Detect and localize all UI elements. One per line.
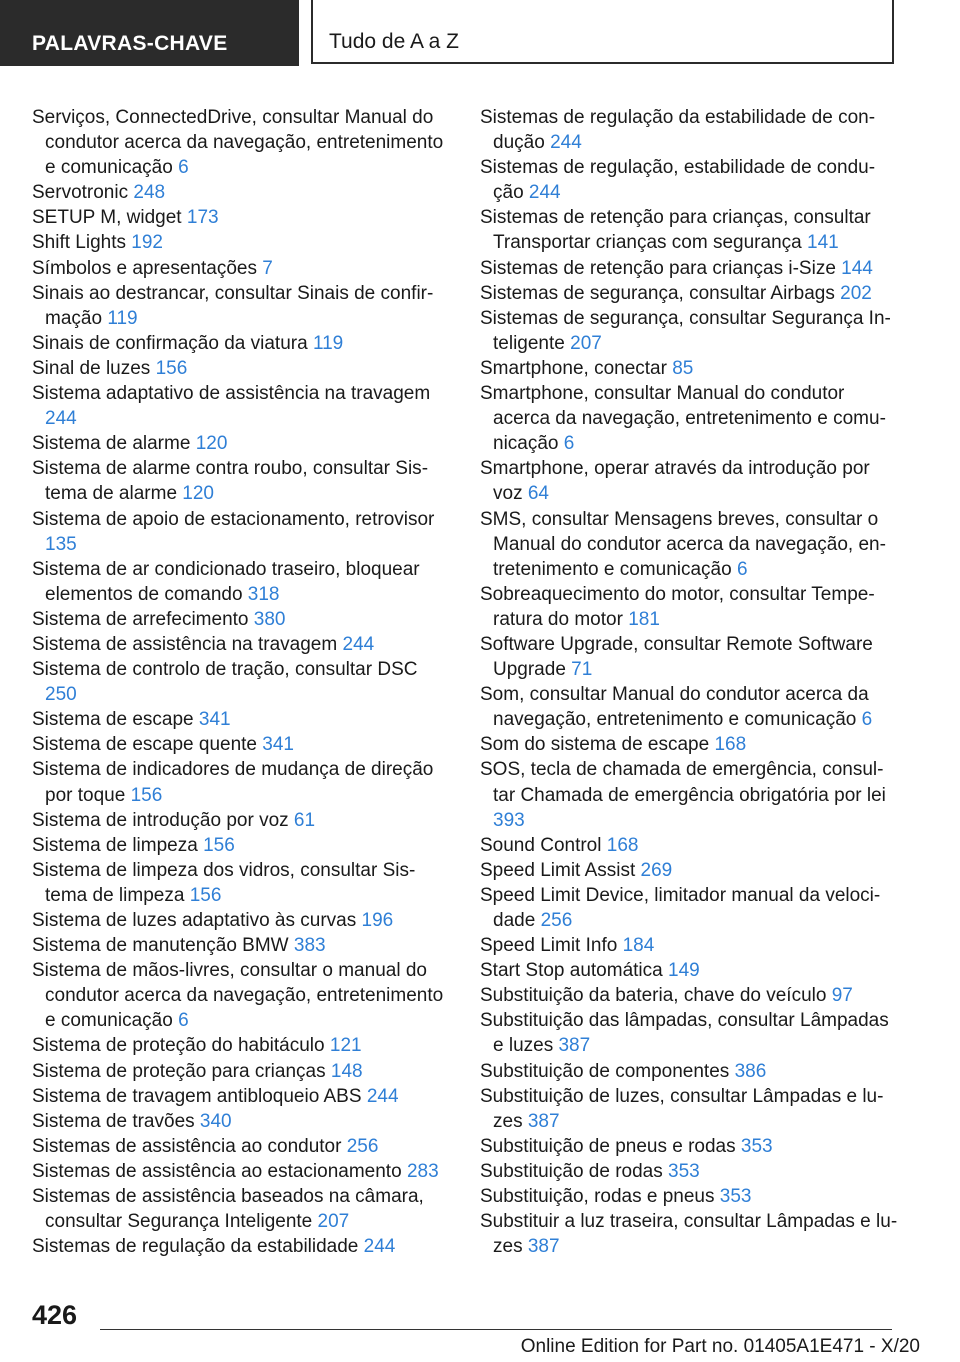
page-reference-link[interactable]: 248 bbox=[133, 182, 166, 204]
page-reference-link[interactable]: 6 bbox=[736, 558, 748, 580]
page-reference-link[interactable]: 181 bbox=[628, 608, 660, 630]
index-entry-term: Sistemas de segurança, consultar Segurança Inteligente bbox=[480, 307, 891, 354]
index-entry-term: Sound Control bbox=[480, 834, 602, 856]
page-reference-link[interactable]: 256 bbox=[346, 1135, 379, 1157]
page-reference-link[interactable]: 141 bbox=[807, 232, 839, 254]
index-entry bbox=[32, 808, 450, 833]
index-entry-term: Sistemas de regulação, estabilidade de condução bbox=[480, 157, 876, 204]
index-entry-term: Sistema de travagem antibloqueio ABS bbox=[32, 1085, 362, 1107]
index-entry bbox=[480, 281, 898, 306]
page-reference-link[interactable]: 173 bbox=[186, 207, 219, 229]
index-entry bbox=[480, 507, 898, 582]
index-entry bbox=[32, 230, 450, 255]
page-reference-link[interactable]: 353 bbox=[668, 1160, 700, 1182]
index-entry-term: Smartphone, conectar bbox=[480, 357, 667, 379]
page-reference-link[interactable]: 387 bbox=[527, 1236, 560, 1258]
page-reference-link[interactable]: 269 bbox=[640, 859, 673, 881]
page-reference-link[interactable]: 119 bbox=[107, 307, 138, 329]
page-reference-link[interactable]: 380 bbox=[253, 608, 286, 630]
index-entry-term: SMS, consultar Mensagens breves, consultar o Manual do condutor acerca da navegação, entretenimento e comunicação bbox=[480, 508, 886, 580]
index-entry-term: Símbolos e apresentações bbox=[32, 257, 257, 279]
index-entry bbox=[32, 281, 450, 331]
footer-edition: Online Edition for Part no. 01405A1E471 - X/20 bbox=[520, 1336, 920, 1357]
index-entry-term: Shift Lights bbox=[32, 232, 126, 254]
page-reference-link[interactable]: 144 bbox=[841, 257, 873, 279]
index-entry-term: Som do sistema de escape bbox=[480, 734, 710, 756]
index-entry bbox=[480, 858, 898, 883]
page-reference-link[interactable]: 393 bbox=[493, 809, 525, 831]
page-reference-link[interactable]: 207 bbox=[317, 1211, 350, 1233]
page-reference-link[interactable]: 386 bbox=[734, 1060, 767, 1082]
index-entry-term: Sistemas de regulação da estabilidade bbox=[32, 1236, 359, 1258]
page-reference-link[interactable]: 135 bbox=[45, 533, 77, 555]
index-entry bbox=[480, 833, 898, 858]
page-reference-link[interactable]: 202 bbox=[840, 282, 872, 304]
index-entry-term: Serviços, ConnectedDrive, consultar Manual do condutor acerca da navegação, entretenimento e comunicação bbox=[32, 107, 444, 179]
index-entry-term: Sistema de limpeza bbox=[32, 834, 198, 856]
index-entry-term: Substituição das lâmpadas, consultar Lâmpadas e luzes bbox=[480, 1010, 889, 1057]
index-entry-term: Sistema de ar condicionado traseiro, bloquear elementos de comando bbox=[32, 558, 420, 605]
index-entry-term: Sistema de manutenção BMW bbox=[32, 935, 289, 957]
page-reference-link[interactable]: 341 bbox=[198, 709, 231, 731]
index-entry bbox=[32, 431, 450, 456]
index-entry bbox=[32, 256, 450, 281]
index-entry-term: Sistema de alarme bbox=[32, 433, 191, 455]
index-entry bbox=[32, 632, 450, 657]
index-entry bbox=[480, 958, 898, 983]
index-entry-term: Sistema de alarme contra roubo, consultar Sistema de alarme bbox=[32, 458, 429, 505]
index-entry bbox=[32, 732, 450, 757]
page-reference-link[interactable]: 318 bbox=[247, 583, 280, 605]
index-entry-term: Sistema de indicadores de mudança de direção por toque bbox=[32, 759, 434, 806]
page-reference-link[interactable]: 168 bbox=[714, 734, 747, 756]
index-entry-term: Substituição de rodas bbox=[480, 1160, 663, 1182]
page-header bbox=[0, 0, 960, 66]
index-entry bbox=[32, 707, 450, 732]
index-entry bbox=[32, 331, 450, 356]
page-reference-link[interactable]: 120 bbox=[195, 433, 228, 455]
page-reference-link[interactable]: 121 bbox=[329, 1035, 362, 1057]
index-entry bbox=[480, 1209, 898, 1259]
page-reference-link[interactable]: 244 bbox=[342, 633, 375, 655]
page-reference-link[interactable]: 97 bbox=[831, 985, 853, 1007]
index-entry-term: Sinal de luzes bbox=[32, 357, 151, 379]
page-reference-link[interactable]: 256 bbox=[540, 910, 573, 931]
page-reference-link[interactable]: 340 bbox=[199, 1110, 232, 1132]
page-reference-link[interactable]: 244 bbox=[45, 408, 77, 430]
index-entry bbox=[32, 1033, 450, 1058]
page-reference-link[interactable]: 148 bbox=[330, 1060, 363, 1082]
index-entry bbox=[480, 1084, 898, 1134]
index-entry bbox=[32, 1084, 450, 1109]
index-entry-term: Sistemas de regulação da estabilidade de condução bbox=[480, 107, 876, 154]
index-entry-term: Sistema de proteção para crianças bbox=[32, 1060, 326, 1082]
page-reference-link[interactable]: 119 bbox=[312, 332, 344, 354]
page-reference-link[interactable]: 387 bbox=[527, 1110, 560, 1132]
index-entry bbox=[480, 1059, 898, 1084]
index-entry bbox=[480, 682, 898, 732]
index-entry bbox=[32, 833, 450, 858]
index-entry-term: Sistema de travões bbox=[32, 1110, 195, 1132]
index-entry-term: Sistema de limpeza dos vidros, consultar Sistema de limpeza bbox=[32, 859, 416, 906]
index-entry bbox=[32, 657, 450, 707]
page-reference-link[interactable]: 85 bbox=[672, 357, 694, 379]
index-entry-term: Servotronic bbox=[32, 182, 129, 204]
index-entry-term: Sobreaquecimento do motor, consultar Temperatura do motor bbox=[480, 583, 875, 630]
page-reference-link[interactable]: 120 bbox=[182, 483, 214, 505]
page-reference-link[interactable]: 244 bbox=[550, 132, 582, 154]
index-entry bbox=[480, 757, 898, 832]
index-entry-term: Sistemas de segurança, consultar Airbags bbox=[480, 282, 835, 304]
index-entry bbox=[480, 632, 898, 682]
index-entry-term: Sistema de mãos-livres, consultar o manual do condutor acerca da navegação, entretenimento e comunicação bbox=[32, 960, 444, 1032]
index-entry bbox=[32, 958, 450, 1033]
index-column-right bbox=[480, 105, 898, 1259]
index-entry bbox=[32, 757, 450, 807]
index-entry bbox=[480, 883, 898, 933]
index-entry bbox=[480, 105, 898, 155]
page-reference-link[interactable]: 156 bbox=[203, 834, 235, 856]
index-entry bbox=[480, 381, 898, 456]
page-reference-link[interactable]: 353 bbox=[740, 1135, 773, 1157]
page-number: 426 bbox=[32, 1300, 78, 1330]
index-entry-term: Smartphone, operar através da introdução por voz bbox=[480, 458, 870, 505]
index-entry-term: Sistema de arrefecimento bbox=[32, 608, 249, 630]
index-entry-term: Smartphone, consultar Manual do condutor acerca da navegação, entretenimento e comunicação bbox=[480, 383, 886, 455]
index-entry-term: Substituição, rodas e pneus bbox=[480, 1186, 715, 1208]
index-column-left bbox=[32, 105, 450, 1259]
page-reference-link[interactable]: 168 bbox=[606, 834, 639, 856]
index-entry-term: Speed Limit Info bbox=[480, 935, 618, 957]
index-entry bbox=[32, 205, 450, 230]
index-entry-term: Substituição de componentes bbox=[480, 1060, 730, 1082]
index-entry bbox=[32, 557, 450, 607]
page-reference-link[interactable]: 156 bbox=[155, 357, 188, 379]
index-entry-term: Sistema de proteção do habitáculo bbox=[32, 1035, 325, 1057]
page-reference-link[interactable]: 6 bbox=[178, 1010, 189, 1032]
index-entry-term: Start Stop automática bbox=[480, 960, 663, 982]
page-reference-link[interactable]: 149 bbox=[668, 960, 700, 982]
page-reference-link[interactable]: 207 bbox=[570, 332, 602, 354]
page-reference-link[interactable]: 383 bbox=[293, 935, 326, 957]
page-reference-link[interactable]: 250 bbox=[45, 684, 77, 706]
footer-divider bbox=[100, 1329, 892, 1330]
page-reference-link[interactable]: 6 bbox=[563, 433, 575, 455]
index-entry-term: Software Upgrade, consultar Remote Software Upgrade bbox=[480, 633, 873, 681]
index-entry-term: Sistemas de assistência ao estacionamento bbox=[32, 1160, 402, 1182]
page-reference-link[interactable]: 184 bbox=[622, 935, 655, 957]
index-entry bbox=[480, 205, 898, 255]
page-reference-link[interactable]: 196 bbox=[361, 910, 394, 931]
index-entry-term: Sinais de confirmação da viatura bbox=[32, 332, 308, 354]
index-entry bbox=[32, 933, 450, 958]
index-entry bbox=[32, 105, 450, 180]
index-entry-term: SETUP M, widget bbox=[32, 207, 182, 229]
index-entry bbox=[32, 1234, 450, 1259]
index-entry bbox=[480, 1008, 898, 1058]
index-entry bbox=[32, 1159, 450, 1184]
index-entry bbox=[32, 908, 450, 933]
index-entry-term: Sistema de assistência na travagem bbox=[32, 633, 338, 655]
page-reference-link[interactable]: 341 bbox=[262, 734, 294, 756]
index-entry-term: Substituição de pneus e rodas bbox=[480, 1135, 736, 1157]
index-entry bbox=[480, 306, 898, 356]
page-reference-link[interactable]: 6 bbox=[861, 709, 873, 731]
index-entry-term: Som, consultar Manual do condutor acerca da navegação, entretenimento e comunicação bbox=[480, 684, 869, 731]
index-entry-term: Sistema de introdução por voz bbox=[32, 809, 289, 831]
index-entry-term: Substituir a luz traseira, consultar Lâmpadas e luzes bbox=[480, 1211, 898, 1258]
page-reference-link[interactable]: 283 bbox=[406, 1160, 439, 1182]
page-reference-link[interactable]: 244 bbox=[528, 182, 561, 204]
index-entry bbox=[480, 582, 898, 632]
index-entry-term: Substituição de luzes, consultar Lâmpadas e luzes bbox=[480, 1085, 884, 1132]
index-entry-term: Speed Limit Assist bbox=[480, 859, 636, 881]
index-entry-term: Sistema de controlo de tração, consultar DSC bbox=[32, 659, 418, 681]
page-reference-link[interactable]: 64 bbox=[527, 483, 549, 505]
index-entry-term: Sistema adaptativo de assistência na travagem bbox=[32, 383, 431, 405]
section-tab: PALAVRAS-CHAVE bbox=[0, 0, 299, 66]
index-entry-term: Sistemas de retenção para crianças, consultar Transportar crianças com segurança bbox=[480, 207, 871, 254]
index-entry bbox=[480, 356, 898, 381]
index-entry-term: Speed Limit Device, limitador manual da velocidade bbox=[480, 884, 881, 931]
page-reference-link[interactable]: 71 bbox=[571, 659, 593, 681]
index-entry bbox=[480, 155, 898, 205]
index-entry bbox=[32, 607, 450, 632]
page-reference-link[interactable]: 387 bbox=[558, 1035, 591, 1057]
index-entry bbox=[32, 1109, 450, 1134]
index-entry bbox=[32, 1134, 450, 1159]
index-entry-term: Substituição da bateria, chave do veículo bbox=[480, 985, 827, 1007]
index-entry-term: Sistema de escape bbox=[32, 709, 194, 731]
page-reference-link[interactable]: 61 bbox=[293, 809, 316, 831]
subtitle-tab: Tudo de A a Z bbox=[311, 0, 894, 64]
page-reference-link[interactable]: 244 bbox=[363, 1236, 396, 1258]
page-reference-link[interactable]: 156 bbox=[130, 784, 163, 806]
page-reference-link[interactable]: 192 bbox=[131, 232, 163, 254]
index-entry-term: Sistemas de assistência baseados na câmara, consultar Segurança Inteligente bbox=[32, 1186, 424, 1233]
page-reference-link[interactable]: 7 bbox=[262, 257, 273, 279]
page-reference-link[interactable]: 6 bbox=[178, 157, 189, 179]
index-entry-term: Sistemas de assistência ao condutor bbox=[32, 1135, 342, 1157]
index-entry bbox=[32, 507, 450, 557]
index-entry bbox=[480, 933, 898, 958]
page-reference-link[interactable]: 353 bbox=[719, 1186, 752, 1208]
index-entry bbox=[32, 381, 450, 431]
index-entry bbox=[480, 1134, 898, 1159]
index-entry bbox=[480, 456, 898, 506]
index-entry bbox=[480, 1159, 898, 1184]
index-entry-term: Sistema de escape quente bbox=[32, 734, 257, 756]
index-entry bbox=[480, 256, 898, 281]
index-entry-term: Sistema de apoio de estacionamento, retrovisor bbox=[32, 508, 435, 530]
index-entry bbox=[480, 1184, 898, 1209]
index-entry-term: Sistema de luzes adaptativo às curvas bbox=[32, 910, 357, 931]
index-entry bbox=[32, 1059, 450, 1084]
page-reference-link[interactable]: 156 bbox=[189, 884, 222, 906]
index-entry bbox=[32, 858, 450, 908]
index-entry bbox=[32, 180, 450, 205]
index-entry-term: Sinais ao destrancar, consultar Sinais de confirmação bbox=[32, 282, 434, 329]
index-entry bbox=[480, 983, 898, 1008]
page-reference-link[interactable]: 244 bbox=[366, 1085, 399, 1107]
index-entry bbox=[32, 456, 450, 506]
index-entry bbox=[32, 356, 450, 381]
index-entry bbox=[480, 732, 898, 757]
index-entry-term: Sistemas de retenção para crianças i-Size bbox=[480, 257, 836, 279]
index-entry bbox=[32, 1184, 450, 1234]
index-entry-term: SOS, tecla de chamada de emergência, consultar Chamada de emergência obrigatória por lei bbox=[480, 759, 886, 806]
